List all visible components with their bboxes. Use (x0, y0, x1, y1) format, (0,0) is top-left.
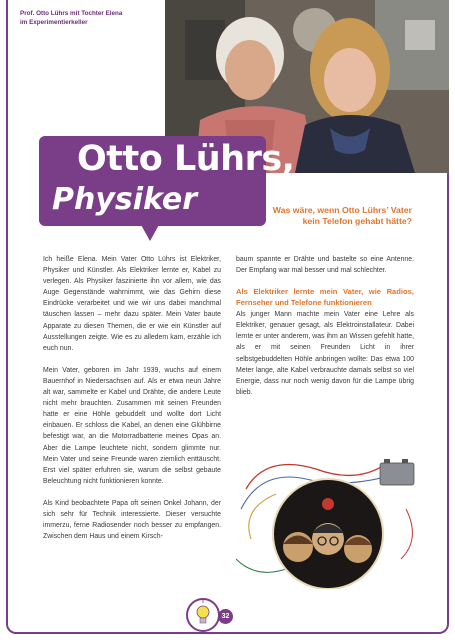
photo-caption-line1: Prof. Otto Lührs mit Tochter Elena (20, 10, 123, 17)
paragraph: Als junger Mann machte mein Vater eine Lehre als Elektriker, genauer gesagt, als Elektroinstallateur. Dabei lernte er unter anderem, was ihm an Wissen gefehlt hatte, als er mit seinen Freunden Licht in ihrer selbstgebuddelten Höhle anbringen wollte: Das etwa 100 Meter lange, alte Kabel verbrauchte damals selbst so viel Energie, dass nur noch wenig davon für die Lampe übrig blieb. (236, 311, 414, 396)
page-title: Otto Lührs, (77, 139, 295, 179)
cave-illustration (236, 449, 422, 589)
cave-illustration-drawing (236, 449, 422, 589)
title-banner-tail (140, 223, 160, 241)
section-heading: Als Elektriker lernte mein Vater, wie Radios, Fernseher und Telefone funktionieren (236, 287, 414, 307)
photo-caption-line2: im Experimentierkeller (20, 18, 88, 26)
text-column-right (236, 254, 414, 409)
paragraph: Ich heiße Elena. Mein Vater Otto Lührs ist Elektriker, Physiker und Künstler. Als Elektriker lernte er, Kabel zu verlegen. Als Physiker faszinierte ihn vor allem, wie das Auge Gegenstände wahrnimmt, wie das Gehirn diese Eindrücke verarbeitet und wie wir uns dabei manchmal täuschen lassen – mehr dazu später. Mein Vater baute Apparate zu diesen Themen, die er wie ein Künstler auf Ausstellungen zeigte. Wie es zu alledem kam, erzähle ich euch nun. (43, 256, 221, 352)
lead-question (266, 205, 412, 227)
lightbulb-icon (186, 598, 220, 632)
lead-question-line1: Was wäre, wenn Otto Lührs’ Vater (272, 205, 412, 215)
page-subtitle: Physiker (52, 182, 198, 217)
paragraph: baum spannte er Drähte und bastelte so eine Antenne. Der Empfang war mal besser und mal schlechter. (236, 256, 414, 275)
text-column-left (43, 254, 221, 553)
photo-caption (20, 10, 160, 27)
page-number: 32 (218, 609, 233, 624)
paragraph: Als Kind beobachtete Papa oft seinen Onkel Johann, der sich sehr für Technik interessierte. Dieser versuchte immerzu, ferne Radiosender noch besser zu empfangen. Zwischen dem Haus und einem Kirsch- (43, 499, 221, 541)
page-number-badge (186, 598, 236, 632)
paragraph: Mein Vater, geboren im Jahr 1939, wuchs auf einem Bauernhof in Niedersachsen auf. Als er etwa neun Jahre alt war, sammelte er Kabel und Drähte, die andere Leute nicht mehr brauchten. Zusammen mit seinen Freunden hatte er eine Höhle gebuddelt und wollte dort Licht einbauen. Er schloss die Kabel, an denen eine Glühbirne befestigt war, an die Motorradbatterie meines Opas an. Aber die Lampe leuchtete nicht, sondern glimmte nur. Mein Vater und seine Freunde waren ziemlich enttäuscht. Erst viel später erfuhren sie, warum die selbst gebaute Beleuchtung nicht funktionieren konnte. (43, 366, 221, 485)
lead-question-line2: kein Telefon gehabt hätte? (302, 216, 412, 226)
